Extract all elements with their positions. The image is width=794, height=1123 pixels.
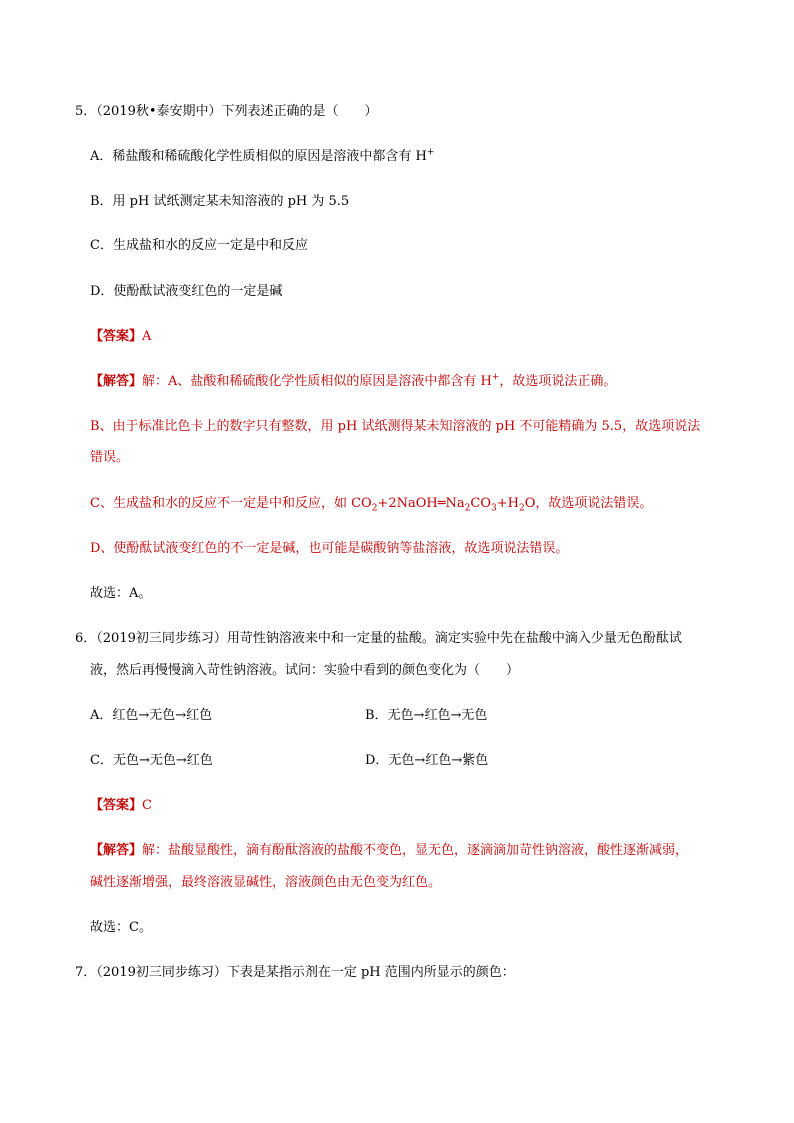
q6-analysis-line2: 碱性逐渐增强，最终溶液显碱性，溶液颜色由无色变为红色。: [90, 875, 442, 890]
q5-analysis-c-sub1: 2: [371, 503, 378, 514]
q5-option-c: C．生成盐和水的反应一定是中和反应: [90, 238, 308, 253]
q6-option-b: B．无色→红色→无色: [365, 708, 488, 723]
q5-analysis-b2: 错误。: [90, 450, 130, 465]
q6-conclusion: 故选：C。: [90, 920, 152, 935]
q5-analysis-a-text: 解：A、盐酸和稀硫酸化学性质相似的原因是溶液中都含有 H: [142, 374, 492, 389]
q7-stem: 7．（2019初三同步练习）下表是某指示剂在一定 pH 范围内所显示的颜色：: [75, 965, 515, 980]
q5-option-a: [90, 148, 434, 166]
q5-option-a-sup: +: [426, 147, 435, 158]
q5-stem: 5．（2019秋•泰安期中）下列表述正确的是（ ）: [75, 104, 378, 119]
q5-analysis-c-part4: +H: [496, 496, 519, 511]
q6-stem-line1: 6．（2019初三同步练习）用苛性钠溶液来中和一定量的盐酸。滴定实验中先在盐酸中滴入少量无色酚酞试: [75, 631, 682, 646]
q5-answer-value: A: [142, 329, 152, 344]
q5-analysis-d: D、使酚酞试液变红色的不一定是碱，也可能是碳酸钠等盐溶液，故选项说法错误。: [90, 541, 569, 556]
q5-analysis-c-part3: CO: [470, 496, 492, 511]
q5-answer-tag: 【答案】: [90, 329, 143, 344]
q5-answer: [90, 328, 151, 346]
q5-analysis-c-part2: +2NaOH═Na: [377, 496, 465, 511]
q5-analysis-tag: 【解答】: [90, 374, 143, 389]
q5-analysis-a-sup: +: [491, 372, 500, 383]
q6-answer-tag: 【答案】: [90, 798, 143, 813]
q5-analysis-c-sub4: 2: [518, 503, 525, 514]
q6-option-a: A．红色→无色→红色: [90, 708, 213, 723]
q5-option-a-text: A．稀盐酸和稀硫酸化学性质相似的原因是溶液中都含有 H: [90, 149, 427, 164]
q6-analysis-line1-text: 解：盐酸显酸性，滴有酚酞溶液的盐酸不变色，显无色，逐滴滴加苛性钠溶液，酸性逐渐减弱，: [142, 843, 689, 858]
q6-analysis-line1: [90, 842, 688, 860]
q6-option-d: D．无色→红色→紫色: [365, 753, 489, 768]
q6-answer-value: C: [142, 798, 152, 813]
q6-answer: [90, 797, 152, 815]
q6-analysis-tag: 【解答】: [90, 843, 143, 858]
q5-analysis-a: [90, 373, 616, 391]
q6-stem-line2: 液，然后再慢慢滴入苛性钠溶液。试问：实验中看到的颜色变化为（ ）: [90, 663, 520, 678]
q6-option-c: C．无色→无色→红色: [90, 753, 213, 768]
q5-analysis-c-sub3: 3: [491, 503, 497, 514]
q5-analysis-c-part1: C、生成盐和水的反应不一定是中和反应，如 CO: [90, 496, 372, 511]
q5-analysis-c-part5: O，故选项说法错误。: [524, 496, 653, 511]
q5-option-b: B．用 pH 试纸测定某未知溶液的 pH 为 5.5: [90, 194, 350, 209]
q5-analysis-c: [90, 495, 652, 513]
q5-analysis-b1: B、由于标准比色卡上的数字只有整数，用 pH 试纸测得某未知溶液的 pH 不可能精确为 5.5，故选项说法: [90, 419, 701, 434]
q5-analysis-a-end: ，故选项说法正确。: [499, 374, 617, 389]
q5-conclusion: 故选：A。: [90, 586, 152, 601]
q5-option-d: D．使酚酞试液变红色的一定是碱: [90, 284, 283, 299]
q5-analysis-c-sub2: 2: [464, 503, 471, 514]
